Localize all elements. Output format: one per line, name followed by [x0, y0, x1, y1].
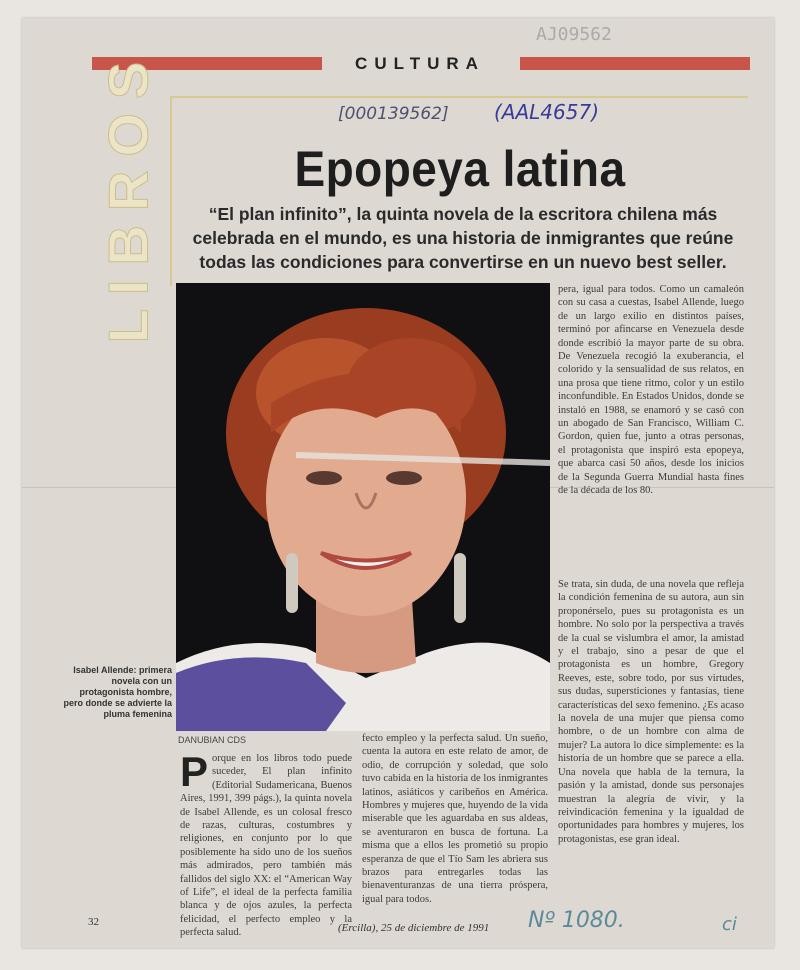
author-photo	[176, 283, 550, 731]
handwritten-ref-1: [000139562]	[338, 104, 449, 124]
article-title: Epopeya latina	[294, 141, 626, 197]
handwritten-corner: ci	[722, 914, 737, 935]
article-column-1: Porque en los libros todo puede suceder, El plan infinito (Editorial Sudamericana, Buenos Aires, 1991, 399 págs.), la quinta novela de Isabel Allende, es un colosal fresco de razas, culturas, costumbres y religiones, en conjunto por lo que posiblemente ha sido uno de los sueños más admirados, pero también más fallidos del siglo XX: el “American Way of Life”, el ideal de la perfecta familia blanca y de ojos azules, la perfecta felicidad, el perfecto empleo y la perfecta salud.	[180, 748, 352, 939]
article-column-2: fecto empleo y la perfecta salud. Un sueño, cuenta la autora en este relato de amor, de odio, de corrupción y soledad, que solo tuvo cabida en la historia de los inmigrantes latinos, asiáticos y caribeños en América. Hombres y mujeres que, huyendo de la vida miserable que les aguardaba en sus aldeas, se aventuraron en busca de fortuna. La misma que a ellos les prometió su propio esperanza de que el Tío Sam les abriera sus brazos para entregarles todas las bienaventuranzas de una tierra próspera, igual para todos.	[362, 733, 548, 905]
source-line: (Ercilla), 25 de diciembre de 1991	[338, 922, 490, 934]
header-bar-right	[520, 57, 750, 70]
handwritten-number: Nº 1080.	[528, 908, 625, 933]
article-column-3a: pera, igual para todos. Como un camaleón con su casa a cuestas, Isabel Allende, luego de un largo exilio en distintos países, terminó por afincarse en Venezuela desde donde escribió la mayor parte de su obra. De Venezuela recogió la exuberancia, el colorido y la sensualidad de sus relatos, en una prosa que tiene ritmo, color y un estilo inconfundible. En Estados Unidos, donde se instaló en 1988, se enamoró y se casó con un abogado de San Francisco, William C. Gordon, quien fue, junto a otras personas, el protagonista que inspiró esta epopeya, que abarca casi 50 años, desde los inicios de la Segunda Guerra Mundial hasta fines de la década de los 80.	[558, 284, 744, 497]
archive-stamp: AJ09562	[536, 24, 612, 45]
header-rule	[170, 96, 748, 98]
section-vertical-label: LIBROS	[96, 47, 160, 343]
handwritten-ref-2: (AAL4657)	[494, 100, 600, 124]
article-deck: “El plan infinito”, la quinta novela de la escritora chilena más celebrada en el mundo, es una historia de inmigrantes que reúne todas las condiciones para convertirse en un nuevo best seller.	[192, 204, 734, 272]
photo-credit: DANUBIAN CDS	[178, 735, 247, 745]
section-title: CULTURA	[355, 54, 485, 73]
photo-caption: Isabel Allende: primera novela con un protagonista hombre, pero donde se advierte la pluma femenina	[63, 665, 172, 719]
drop-cap: P	[180, 748, 209, 795]
page-number: 32	[88, 916, 99, 928]
article-column-3b: Se trata, sin duda, de una novela que refleja la condición femenina de su autora, aun sin proponérselo, pues su protagonista es un hombre. No solo por la perspectiva a través de la cual se vislumbra el amor, la amistad y el trabajo, sino a pesar de que el protagonista es un hombre, Gregory Reeves, este, sobre todo, por sus virtudes, sus dudas, supersticiones y fantasías, tiene características del sexo femenino. ¿Es acaso la novela de una mujer que piensa como hombre, o de un hombre con alma de mujer? La autora lo dice simplemente: es la historia de un hombre que se parece a ella. Una novela que habla de la ternura, la pasión y la amistad, donde sus personajes muestran la alegría de vivir, y la reivindicación femenina y la igualdad de oportunidades para hombres y mujeres, los protagonistas, ese gran ideal.	[558, 579, 744, 845]
